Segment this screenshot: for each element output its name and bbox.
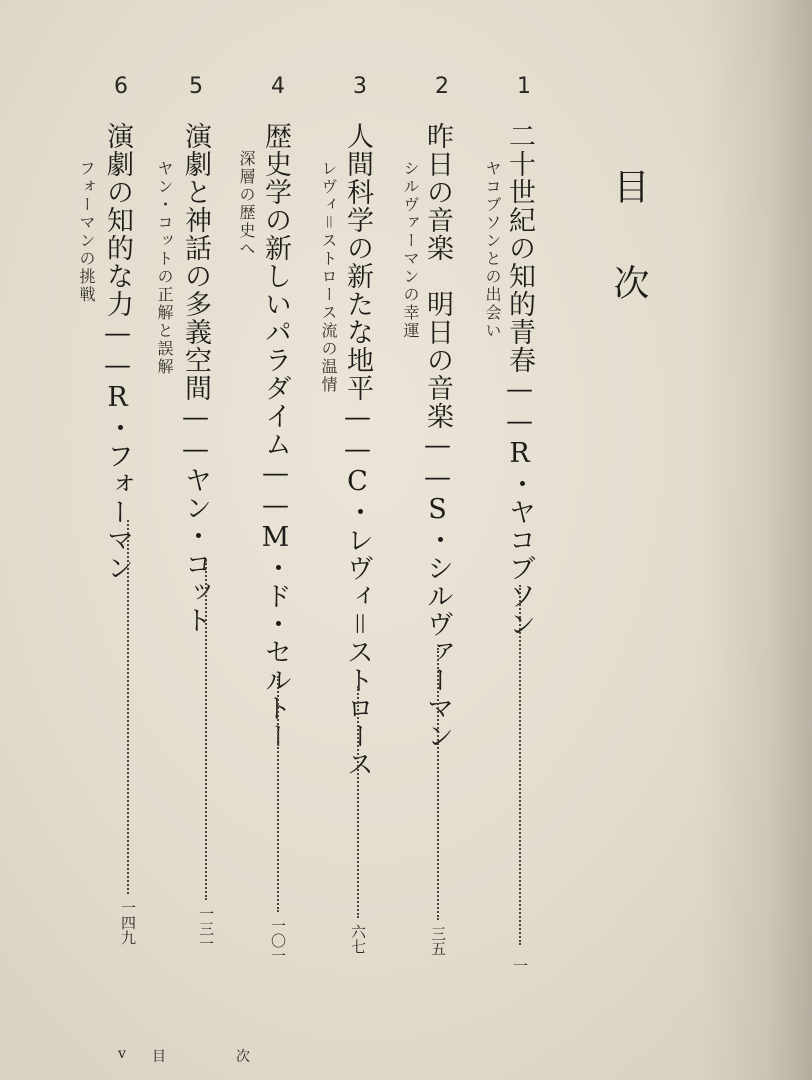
entry-title: 人間科学の新たな地平——C・レヴィ＝ストロース [342,122,373,778]
entry-number: 5 [189,74,203,99]
dot-leader [205,560,207,900]
toc-heading: 目次 [608,168,649,360]
entry-page-number: 一三一 [197,906,215,951]
dot-leader [277,676,279,912]
entry-subtitle: ヤン・コットの正解と誤解 [155,160,174,376]
entry-title: 昨日の音楽 明日の音楽——S・シルヴァーマン [422,122,453,750]
page-folio: v [118,1046,126,1062]
dot-leader [357,686,359,918]
entry-subtitle: 深層の歴史へ [237,150,256,258]
entry-number: 6 [114,74,128,99]
entry-title: 演劇の知的な力——R・フォーマン [102,122,133,582]
entry-title: 演劇と神話の多義空間——ヤン・コット [180,122,211,634]
entry-subtitle: シルヴァーマンの幸運 [401,160,420,340]
entry-page-number: 一四九 [119,900,137,945]
entry-page-number: 一〇一 [269,918,287,963]
entry-number: 3 [353,74,367,99]
page-gutter-shadow [700,0,812,1080]
entry-number: 4 [271,74,285,99]
entry-number: 1 [517,74,531,99]
running-head: 目 次 [152,1049,278,1065]
entry-subtitle: ヤコブソンとの出会い [483,160,502,340]
entry-number: 2 [435,74,449,99]
entry-page-number: 一 [511,958,529,973]
dot-leader [519,585,521,945]
entry-subtitle: フォーマンの挑戦 [77,160,96,304]
entry-subtitle: レヴィ＝ストロース流の温情 [319,160,338,394]
entry-title: 二十世紀の知的青春——R・ヤコブソン [504,122,535,638]
dot-leader [437,648,439,920]
entry-page-number: 六七 [349,924,367,954]
entry-title: 歴史学の新しいパラダイム——M・ド・セルトー [260,122,291,750]
dot-leader [127,520,129,894]
entry-page-number: 三五 [429,926,447,956]
